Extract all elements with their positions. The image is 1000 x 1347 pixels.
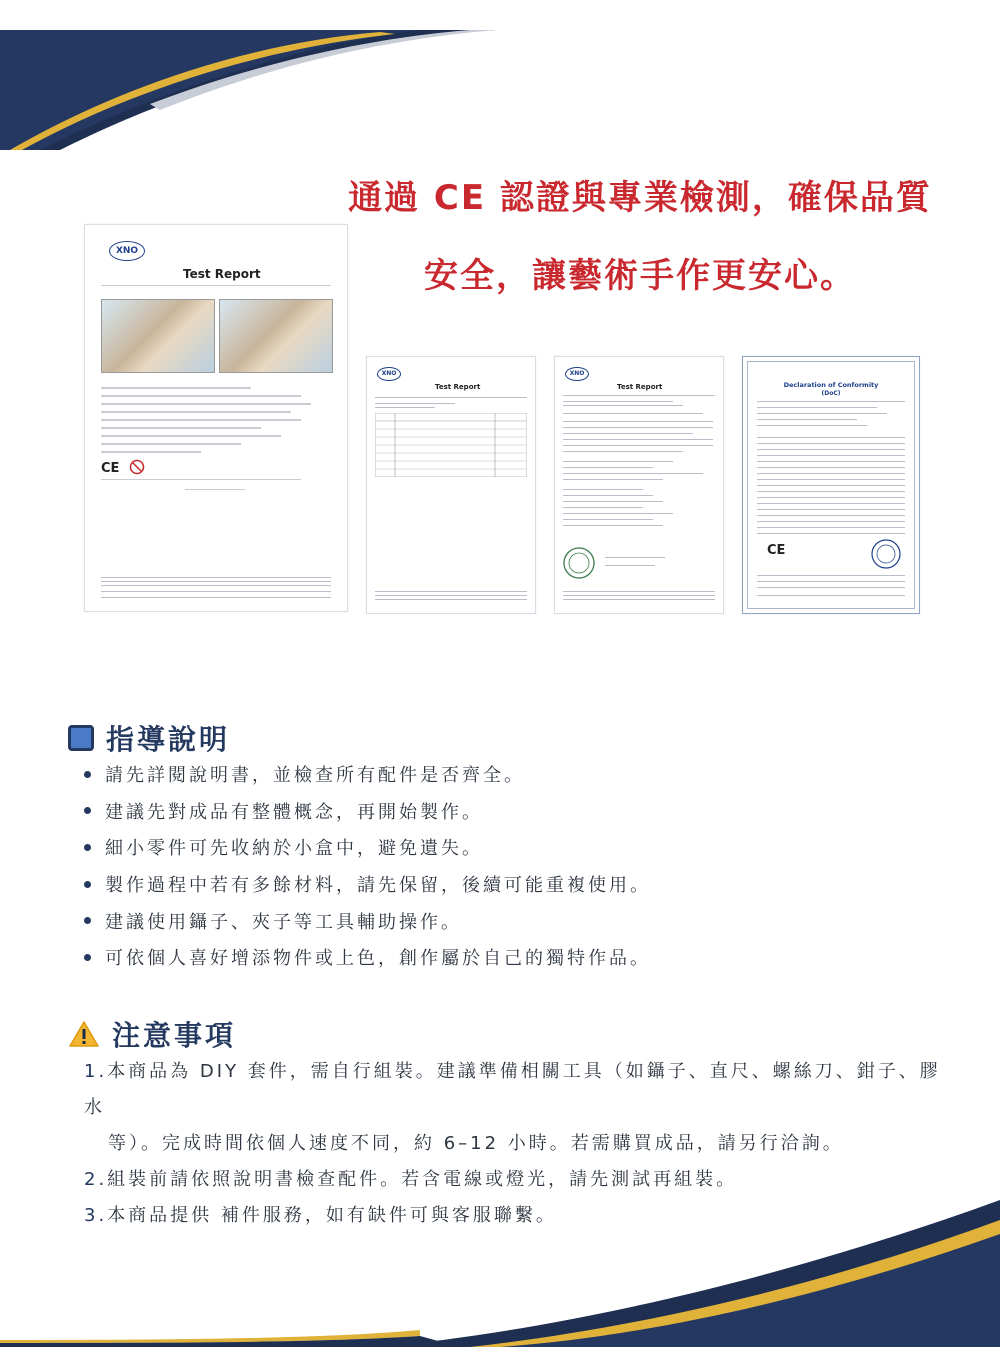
certification-seal-icon — [559, 545, 599, 581]
list-item: 細小零件可先收納於小盒中，避免遺失。 — [84, 829, 651, 866]
warning-icon — [68, 1020, 100, 1048]
bullet-icon — [84, 954, 91, 961]
xno-logo: XNO — [109, 241, 145, 261]
xno-logo: XNO — [565, 367, 589, 381]
svg-text:CE: CE — [767, 543, 786, 557]
results-table — [375, 413, 527, 477]
guide-list — [84, 756, 651, 976]
declaration-of-conformity-document — [742, 356, 920, 614]
document-subtitle: (DoC) — [821, 390, 841, 397]
document-title: Test Report — [435, 383, 481, 391]
square-icon — [68, 725, 94, 751]
notes-list — [84, 1054, 944, 1234]
document-title: Declaration of Conformity — [783, 381, 879, 389]
ce-mark-icon — [767, 541, 793, 557]
notes-section-header — [68, 1014, 236, 1054]
guide-title: 指導說明 — [106, 723, 231, 756]
ce-mark-icon — [101, 459, 147, 475]
bullet-icon — [84, 771, 91, 778]
bullet-icon — [84, 881, 91, 888]
list-item: 請先詳閱說明書，並檢查所有配件是否齊全。 — [84, 756, 651, 793]
list-item: 1.本商品為 DIY 套件，需自行組裝。建議準備相關工具（如鑷子、直尺、螺絲刀、鉗子、膠水 — [84, 1061, 941, 1118]
list-item: 製作過程中若有多餘材料，請先保留，後續可能重複使用。 — [84, 866, 651, 903]
document-title: Test Report — [617, 383, 663, 391]
certification-seal-icon — [869, 537, 903, 571]
product-photo — [219, 299, 333, 373]
list-item: 3.本商品提供 補件服務，如有缺件可與客服聯繫。 — [84, 1205, 557, 1226]
list-item: 建議先對成品有整體概念，再開始製作。 — [84, 793, 651, 830]
bullet-icon — [84, 917, 91, 924]
test-report-document-detail — [554, 356, 724, 614]
headline-line-1: 通過 CE 認證與專業檢測，確保品質 — [348, 178, 932, 218]
notes-title: 注意事項 — [112, 1019, 237, 1052]
bullet-icon — [84, 844, 91, 851]
list-item: 2.組裝前請依照說明書檢查配件。若含電線或燈光，請先測試再組裝。 — [84, 1169, 738, 1190]
svg-text:CE: CE — [101, 461, 120, 475]
test-report-document-table — [366, 356, 536, 614]
list-item: 可依個人喜好增添物件或上色，創作屬於自己的獨特作品。 — [84, 939, 651, 976]
headline-line-2: 安全，讓藝術手作更安心。 — [424, 256, 856, 296]
list-item: 建議使用鑷子、夾子等工具輔助操作。 — [84, 902, 651, 939]
product-photo — [101, 299, 215, 373]
xno-logo: XNO — [377, 367, 401, 381]
bullet-icon — [84, 807, 91, 814]
test-report-document-large — [84, 224, 348, 612]
document-title: Test Report — [183, 267, 261, 281]
list-item-continuation: 等）。完成時間依個人速度不同，約 6–12 小時。若需購買成品，請另行洽詢。 — [108, 1133, 844, 1154]
guide-section-header — [68, 718, 230, 758]
top-decorative-band — [0, 0, 1000, 150]
